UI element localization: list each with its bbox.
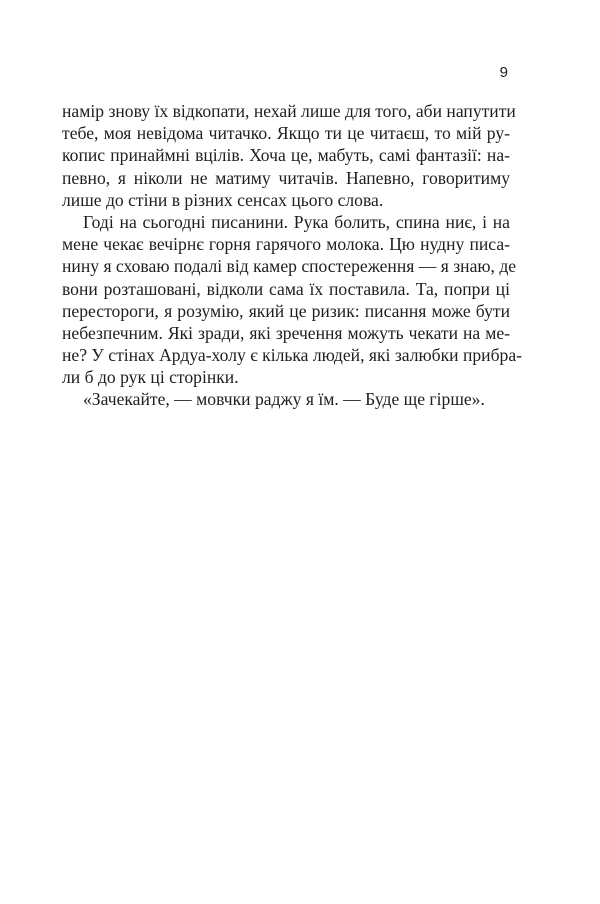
paragraph (62, 388, 510, 410)
text-line: тебе, моя невідома читачко. Якщо ти це читаєш, то мій ру- (62, 123, 510, 144)
text-line: перестороги, я розумію, який це ризик: писання може бути (62, 300, 510, 321)
text-line: вони розташовані, відколи сама їх поставила. Та, попри ці (62, 278, 510, 299)
text-line: лише до стіни в різних сенсах цього слова. (62, 189, 384, 210)
text-line: небезпечним. Які зради, які зречення можуть чекати на ме- (62, 322, 510, 343)
page-number: 9 (499, 64, 508, 81)
text-line: копис принаймні вцілів. Хоча це, мабуть, самі фантазії: на- (62, 145, 510, 166)
text-line: нину я сховаю подалі від камер спостереження — я знаю, де (62, 256, 517, 277)
text-line: не? У стінах Ардуа-холу є кілька людей, які залюбки прибра- (62, 345, 523, 366)
text-line: Годі на сьогодні писанини. Рука болить, спина ниє, і на (83, 211, 510, 232)
text-line: мене чекає вечірнє горня гарячого молока. Цю нудну писа- (62, 234, 510, 255)
paragraph (62, 211, 523, 389)
text-line: «Зачекайте, — мовчки раджу я їм. — Буде ще гірше». (83, 389, 485, 410)
body-text (62, 100, 523, 411)
paragraph (62, 100, 516, 211)
text-line: певно, я ніколи не матиму читачів. Напевно, говоритиму (62, 167, 510, 188)
text-line: ли б до рук ці сторінки. (62, 367, 239, 388)
text-line: намір знову їх відкопати, нехай лише для того, аби напутити (62, 101, 516, 121)
